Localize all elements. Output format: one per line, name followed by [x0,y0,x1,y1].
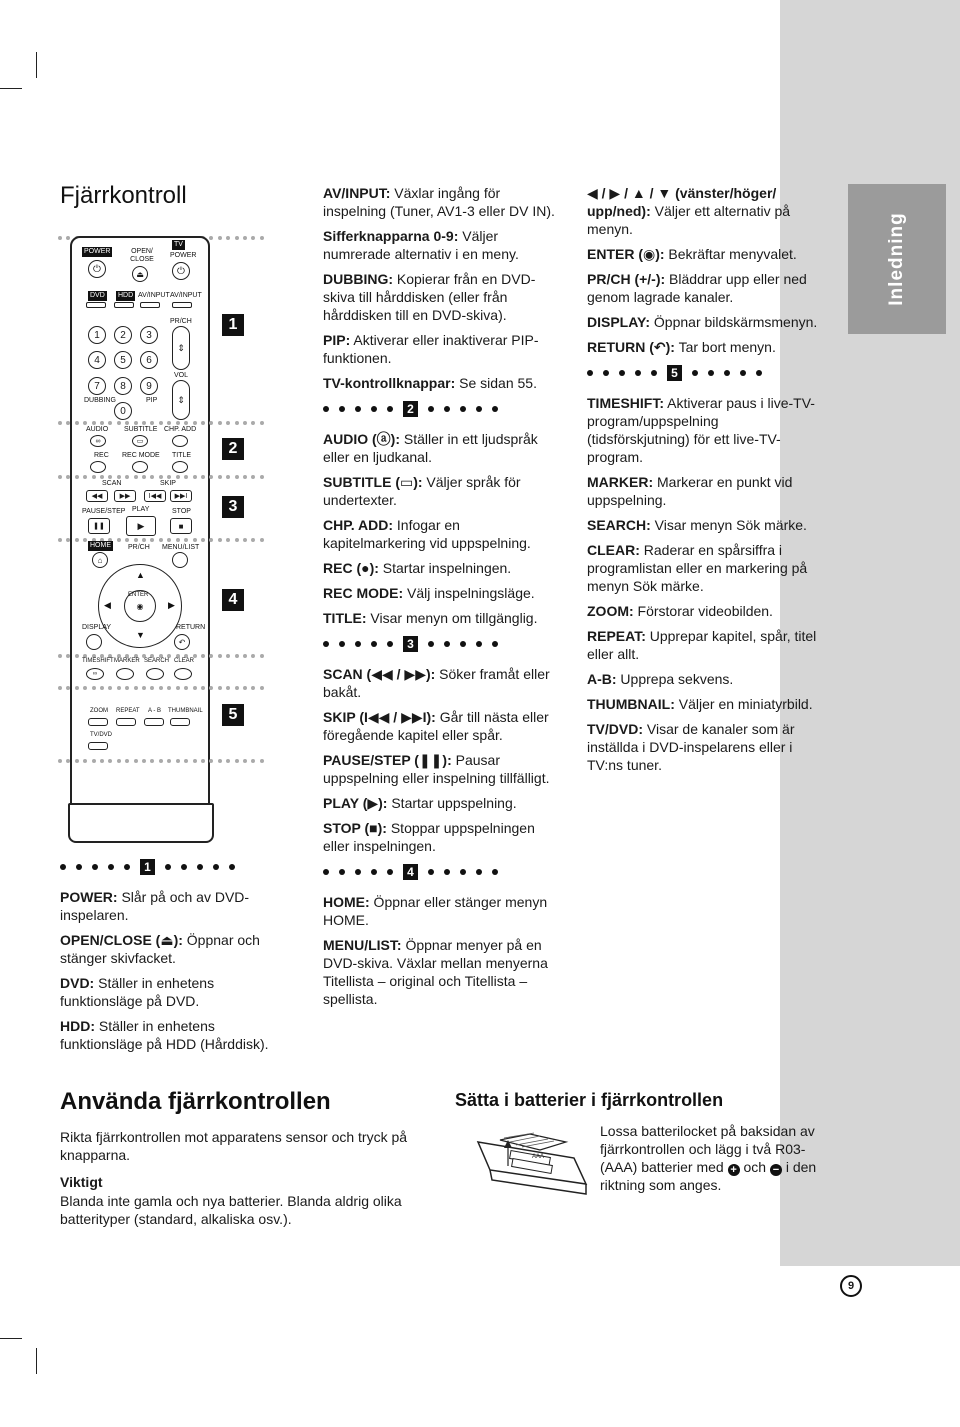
description-item [323,559,561,577]
term: REC MODE: [323,585,404,601]
description-item [323,665,561,701]
page-number: 9 [840,1275,862,1297]
description-item [587,541,825,595]
skip-label: SKIP [160,480,176,487]
play-button[interactable]: ▶ [126,516,156,536]
remote-battery-cover [68,803,214,843]
important-title: Viktigt [60,1174,103,1190]
enter-label: ENTER [128,592,149,598]
term: THUMBNAIL: [587,696,675,712]
zoom-label: ZOOM [90,708,108,714]
term: SUBTITLE (▭): [323,474,423,490]
battery-compartment-icon [470,1122,590,1198]
tv-power-button[interactable]: ⏻ [172,262,190,280]
batteries-text-part: och [743,1159,767,1175]
thumbnail-button[interactable] [170,718,190,726]
zoom-button[interactable] [88,718,108,726]
tv-power-label: POWER [170,252,197,259]
digit-button[interactable]: 2 [114,326,132,344]
term: TIMESHIFT: [587,395,664,411]
pr-ch-label: PR/CH [170,318,192,325]
av-input-button[interactable] [140,302,160,308]
left-column [60,850,290,1060]
search-label: SEARCH [144,658,170,664]
scan-back-button[interactable]: ◀◀ [86,490,108,502]
term-text: Väljer ett alternativ på menyn. [587,203,791,237]
digit-button[interactable]: 5 [114,351,132,369]
description-item [587,184,825,238]
term: DISPLAY: [587,314,651,330]
tv-dvd-label: TV/DVD [90,732,113,738]
term: PR/CH (+/-): [587,271,666,287]
description-item [587,394,825,466]
dvd-button[interactable] [86,302,106,308]
term: Sifferknapparna 0-9: [323,228,459,244]
term-text: Öppnar menyer på en DVD-skiva. Växlar mellan menyerna Titellista – original och Titellista – spellista. [323,937,548,1007]
pip-label: PIP [146,397,158,404]
term-text: Bekräftar menyvalet. [664,246,797,262]
vol-rocker[interactable]: ⇕ [172,380,190,420]
dvd-label: DVD [90,292,105,299]
batteries-text-part: i den riktning som anges. [600,1159,817,1193]
pause-step-label: PAUSE/STEP [82,508,126,515]
description-item [60,1017,290,1053]
term: AUDIO (ⓐ): [323,431,400,447]
description-item [323,584,561,602]
term-text: Ställer in enhetens funktionsläge på HDD (Hårddisk). [60,1018,269,1052]
minus-icon: − [770,1164,782,1176]
thumbnail-label: THUMBNAIL [168,708,203,714]
section-divider [60,858,290,876]
dubbing-label: DUBBING [84,397,116,404]
description-item [323,227,561,263]
description-item [587,695,825,713]
term-text: Pausar uppspelning eller inspelning tillfälligt. [323,752,550,786]
term-text: Visar de kanaler som är inställda i DVD-inspelarens eller i TV:ns tuner. [587,721,795,773]
power-label: POWER [84,248,111,255]
term-text: Går till nästa eller föregående kapitel eller spår. [323,709,549,743]
term-text: Förstorar videobilden. [633,603,773,619]
term-text: Visar menyn Sök märke. [650,517,807,533]
term: HOME: [323,894,370,910]
home-label: HOME [90,542,111,549]
skip-forward-button[interactable]: ▶▶I [170,490,192,502]
pr-ch-nav-label: PR/CH [128,544,150,551]
home-button[interactable]: ⌂ [92,552,108,568]
section-number: 3 [403,636,418,652]
term-text: Upprepa sekvens. [616,671,734,687]
description-item [323,708,561,744]
clear-button[interactable] [174,668,192,680]
tv-dvd-button[interactable] [88,742,108,750]
menu-list-label: MENU/LIST [162,544,200,551]
section-number: 5 [667,365,682,381]
term: SEARCH: [587,517,651,533]
digit-button[interactable]: 4 [88,351,106,369]
scan-forward-button[interactable]: ▶▶ [114,490,136,502]
hdd-button[interactable] [114,302,134,308]
rec-button[interactable] [90,461,106,473]
section-number: 4 [403,864,418,880]
description-item [323,936,561,1008]
batteries-text [600,1122,830,1194]
term-text: Raderar en spårsiffra i programlistan eller en markering på menyn Sök märke. [587,542,808,594]
description-item [587,473,825,509]
term-text: Markerar en punkt vid uppspelning. [587,474,793,508]
description-item [323,893,561,929]
tv-tag: TV [174,241,183,248]
term: AV/INPUT: [323,185,391,201]
description-item [587,313,825,331]
term-text: Öppnar och stänger skivfacket. [60,932,260,966]
chp-add-label: CHP. ADD [164,426,197,433]
term-text: Ställer in ett ljudspråk eller en ljudkanal. [323,431,538,465]
crop-mark [36,52,37,78]
description-item [323,473,561,509]
description-item [323,430,561,466]
term: PIP: [323,332,351,348]
important-text: Blanda inte gamla och nya batterier. Blanda aldrig olika batterityper (standard, alkaliska osv.). [60,1193,402,1227]
description-item [323,374,561,392]
digit-button[interactable]: 6 [140,351,158,369]
digit-button[interactable]: 9 [140,377,158,395]
description-item [60,931,290,967]
rec-label: REC [94,452,109,459]
scan-label: SCAN [102,480,122,487]
term-text: Öppnar eller stänger menyn HOME. [323,894,548,928]
audio-label: AUDIO [86,426,109,433]
description-item [323,516,561,552]
page-title: Fjärrkontroll [60,182,187,209]
term-text: Växlar ingång för inspelning (Tuner, AV1-3 eller DV IN). [323,185,555,219]
term: REC (●): [323,560,379,576]
clear-label: CLEAR [174,658,195,664]
power-button[interactable]: ⏻ [88,260,106,278]
battery-illustration [470,1122,590,1198]
section-label-4: 4 [222,589,244,611]
description-item [587,670,825,688]
term: HDD: [60,1018,95,1034]
batteries-text-part: Lossa batterilocket på baksidan av fjärrkontrollen och lägg i två R03- (AAA) batterier med [600,1123,815,1175]
description-item [587,338,825,356]
title-label: TITLE [172,452,192,459]
nav-right-icon[interactable]: ▶ [168,600,175,610]
crop-mark [0,88,22,89]
section-divider [323,400,561,418]
term: OPEN/CLOSE (⏏): [60,932,183,948]
term-text: Stoppar uppspelningen eller inspelningen. [323,820,535,854]
description-item [323,270,561,324]
middle-column [323,184,561,1015]
description-item [587,602,825,620]
term: DUBBING: [323,271,393,287]
play-label: PLAY [132,506,150,513]
marker-button[interactable] [116,668,134,680]
term-text: Upprepar kapitel, spår, titel eller allt. [587,628,817,662]
digit-button[interactable]: 7 [88,377,106,395]
term: REPEAT: [587,628,646,644]
term: TV-kontrollknappar: [323,375,456,391]
tv-av-input-button[interactable] [172,302,192,308]
term: RETURN (↶): [587,339,675,355]
title-button[interactable] [172,461,188,473]
term: DVD: [60,975,95,991]
search-button[interactable] [146,668,164,680]
right-column [587,184,825,781]
term-text: Startar inspelningen. [378,560,512,576]
term: CHP. ADD: [323,517,394,533]
repeat-label: REPEAT [116,708,140,714]
repeat-button[interactable] [116,718,136,726]
section-label-2: 2 [222,438,244,460]
description-item [587,720,825,774]
section-label-3: 3 [222,496,244,518]
term: SCAN (◀◀ / ▶▶): [323,666,436,682]
term-text: Se sidan 55. [455,375,537,391]
section-divider [323,635,561,653]
term: ZOOM: [587,603,634,619]
term-text: Tar bort menyn. [674,339,776,355]
return-button[interactable]: ↶ [174,634,190,650]
section-label-5: 5 [222,704,244,726]
term: A-B: [587,671,617,687]
side-margin-bottom [780,1266,960,1427]
term: TITLE: [323,610,367,626]
section-tab [848,184,946,334]
nav-left-icon[interactable]: ◀ [104,600,111,610]
term: MARKER: [587,474,654,490]
description-item [60,888,290,924]
pause-step-button[interactable]: ❚❚ [88,518,110,534]
pr-ch-rocker[interactable]: ⇕ [172,326,190,370]
term-text: Kopierar från en DVD-skiva till hårddisken (eller från hårddisken till en DVD-skiva). [323,271,536,323]
crop-mark [0,1338,22,1339]
description-item [323,609,561,627]
section-tab-label: Inledning [886,212,907,306]
description-item [323,819,561,855]
aaa-label: AAA [532,1154,545,1160]
digit-button[interactable]: 8 [114,377,132,395]
display-button[interactable] [86,634,102,650]
term: SKIP (I◀◀ / ▶▶I): [323,709,436,725]
tv-av-input-label: AV/INPUT [170,292,202,299]
subtitle-button[interactable]: ▭ [132,435,148,447]
separator-dots [58,686,264,692]
a-b-label: A - B [148,708,162,714]
term: PLAY (▶): [323,795,388,811]
term: STOP (■): [323,820,387,836]
marker-label: MARKER [114,658,140,664]
using-remote-title: Använda fjärrkontrollen [60,1088,331,1115]
term-text: Slår på och av DVD-inspelaren. [60,889,250,923]
section-label-1: 1 [222,314,244,336]
term-text: Väljer numrerade alternativ i en meny. [323,228,519,262]
term: PAUSE/STEP (❚❚): [323,752,452,768]
stop-label: STOP [172,508,191,515]
open-close-button[interactable]: ⏏ [132,266,148,282]
timeshift-button[interactable]: ∞ [86,668,104,680]
section-divider [323,863,561,881]
term: ◀ / ▶ / ▲ / ▼ (vänster/höger/ upp/ned): [587,185,777,219]
chp-add-button[interactable] [172,435,188,447]
a-b-button[interactable] [144,718,164,726]
display-label: DISPLAY [82,624,112,631]
term-text: Söker framåt eller bakåt. [323,666,550,700]
separator-dots [58,759,264,765]
section-number: 2 [403,401,418,417]
term-text: Väljer språk för undertexter. [323,474,521,508]
audio-button[interactable]: ∞ [90,435,106,447]
subtitle-label: SUBTITLE [124,426,158,433]
description-item [587,245,825,263]
crop-mark [36,1348,37,1374]
stop-button[interactable]: ■ [170,518,192,534]
nav-down-icon[interactable]: ▼ [136,630,145,640]
term-text: Öppnar bildskärmsmenyn. [650,314,818,330]
rec-mode-button[interactable] [132,461,148,473]
description-item [323,184,561,220]
term: MENU/LIST: [323,937,402,953]
av-input-label: AV/INPUT [138,292,170,299]
term-text: Väljer en miniatyrbild. [674,696,813,712]
section-divider [587,364,825,382]
using-remote-text: Rikta fjärrkontrollen mot apparatens sensor och tryck på knapparna. [60,1129,408,1163]
term-text: Aktiverar paus i live-TV-program/uppspelning (tidsförskjutning) för ett live-TV-program. [587,395,815,465]
digit-button[interactable]: 0 [114,402,132,420]
enter-button[interactable]: ◉ [124,590,156,622]
nav-up-icon[interactable]: ▲ [136,570,145,580]
vol-label: VOL [174,372,189,379]
menu-list-button[interactable] [172,552,188,568]
description-item [323,331,561,367]
term-text: Aktiverar eller inaktiverar PIP-funktionen. [323,332,539,366]
term: ENTER (◉): [587,246,665,262]
skip-back-button[interactable]: I◀◀ [144,490,166,502]
description-item [587,270,825,306]
description-item [587,516,825,534]
term-text: Bläddrar upp eller ned genom lagrade kanaler. [587,271,807,305]
digit-button[interactable]: 1 [88,326,106,344]
description-item [323,751,561,787]
term: TV/DVD: [587,721,643,737]
term-text: Ställer in enhetens funktionsläge på DVD. [60,975,215,1009]
timeshift-label: TIMESHIFT [82,658,114,664]
term-text: Infogar en kapitelmarkering vid uppspelning. [323,517,531,551]
return-label: RETURN [176,624,206,631]
batteries-title: Sätta i batterier i fjärrkontrollen [455,1090,724,1110]
description-item [323,794,561,812]
term: POWER: [60,889,118,905]
term-text: Startar uppspelning. [387,795,517,811]
term-text: Visar menyn om tillgänglig. [366,610,538,626]
term: CLEAR: [587,542,640,558]
plus-icon: + [728,1164,740,1176]
open-close-label: OPEN/ CLOSE [130,248,154,263]
rec-mode-label: REC MODE [122,452,160,459]
digit-button[interactable]: 3 [140,326,158,344]
section-number: 1 [140,859,155,875]
hdd-label: HDD [118,292,134,299]
term-text: Välj inspelningsläge. [403,585,535,601]
description-item [587,627,825,663]
description-item [60,974,290,1010]
